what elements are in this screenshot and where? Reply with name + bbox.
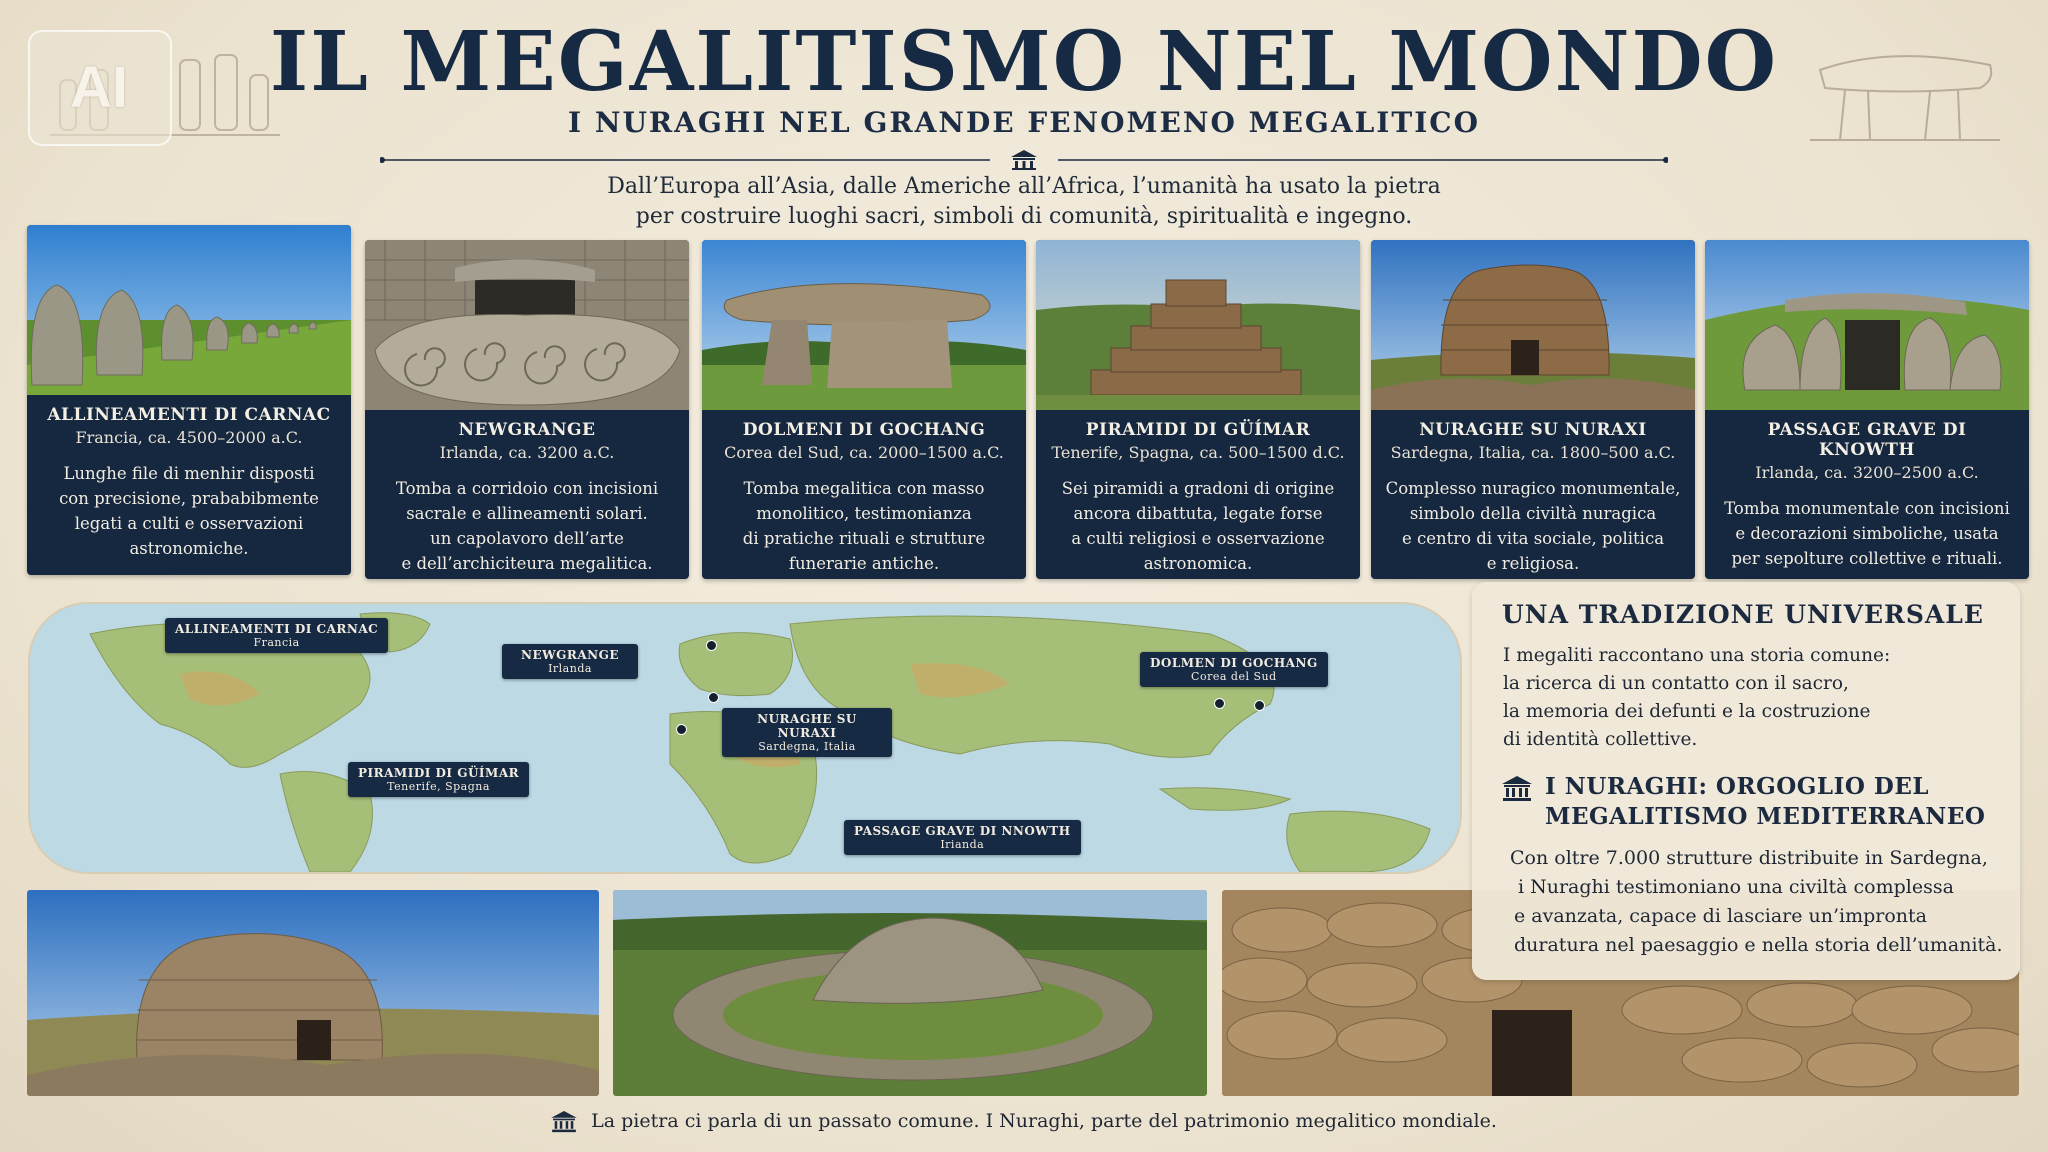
panel-heading-nuraghi: I NURAGHI: ORGOGLIO DEL MEGALITISMO MEDITERRANEO — [1545, 773, 1986, 830]
panel-text-nuraghi: Con oltre 7.000 strutture distribuite in Sardegna, i Nuraghi testimoniano una civiltà complessa e avanzata, capace di lasciare un’impronta duratura nel paesaggio e nella storia dell’umanità. — [1510, 847, 2003, 956]
card-description: Lunghe file di menhir disposti con precisione, prababibmente legati a culti e osservazioni astronomiche. — [59, 464, 319, 558]
newgrange-image — [365, 240, 689, 410]
ai-logo-text: AI — [70, 55, 128, 120]
intro-line-1: Dall’Europa all’Asia, dalle Americhe all’Africa, l’umanità ha usato la pietra — [607, 174, 1441, 199]
gochang-image — [702, 240, 1026, 410]
card-description: Tomba a corridoio con incisioni sacrale e allineamenti solari. un capolavoro dell’arte e dell’archiciteura megalitica. — [395, 479, 659, 573]
intro-line-2: per costruire luoghi sacri, simboli di comunità, spiritualità e ingegno. — [635, 204, 1413, 229]
card-newgrange — [365, 240, 689, 579]
card-title: PIRAMIDI DI GÜÍMAR — [1085, 420, 1311, 440]
card-meta: Sardegna, Italia, ca. 1800–500 a.C. — [1390, 443, 1676, 462]
world-map — [28, 602, 1462, 874]
footer-text: La pietra ci parla di un passato comune. I Nuraghi, parte del patrimonio megalitico mondiale. — [591, 1110, 1497, 1132]
card-meta: Irlanda, ca. 3200–2500 a.C. — [1755, 463, 1979, 482]
card-description: Sei piramidi a gradoni di origine ancora dibattuta, legate forse a culti religiosi e osservazione astronomica. — [1061, 479, 1335, 573]
card-title: NEWGRANGE — [458, 420, 596, 440]
map-pin-su-nuraxi[interactable] — [708, 692, 719, 703]
map-label-su-nuraxi[interactable]: NURAGHE SU NURAXI Sardegna, Italia — [722, 708, 892, 757]
map-label-guimar[interactable]: PIRAMIDI DI GÜÍMAR Tenerife, Spagna — [348, 762, 529, 797]
card-gochang — [702, 240, 1026, 579]
map-label-carnac[interactable]: ALLINEAMENTI DI CARNAC Francia — [165, 618, 388, 653]
card-carnac — [27, 225, 351, 575]
panel-text-universal: I megaliti raccontano una storia comune: la ricerca di un contatto con il sacro, la memoria dei defunti e la costruzione di identità collettive. — [1503, 645, 1891, 750]
card-description: Complesso nuragico monumentale, simbolo della civiltà nuragica e centro di vita sociale, politica e religiosa. — [1385, 479, 1681, 573]
card-description: Tomba monumentale con incisioni e decorazioni simboliche, usata per sepolture collettive e rituali. — [1724, 499, 2010, 568]
page-subtitle: I NURAGHI NEL GRANDE FENOMENO MEGALITICO — [568, 106, 1480, 139]
card-meta: Corea del Sud, ca. 2000–1500 a.C. — [724, 443, 1004, 462]
card-description: Tomba megalitica con masso monolitico, testimonianza di pratiche rituali e strutture funerarie antiche. — [742, 479, 986, 573]
card-title: DOLMENI DI GOCHANG — [742, 420, 986, 440]
page-title: IL MEGALITISMO NEL MONDO — [269, 14, 1779, 110]
card-title: ALLINEAMENTI DI CARNAC — [47, 405, 331, 425]
knowth-image — [1705, 240, 2029, 410]
map-pin-gochang[interactable] — [1214, 698, 1225, 709]
landmark-icon — [1502, 776, 1532, 802]
map-pin-newgrange[interactable] — [706, 640, 717, 651]
title-divider — [380, 150, 1668, 170]
card-knowth — [1705, 240, 2029, 579]
card-su-nuraxi — [1371, 240, 1695, 579]
map-label-knowth[interactable]: PASSAGE GRAVE DI NNOWTH Irianda — [844, 820, 1081, 855]
nuraghe-photo-1 — [27, 890, 599, 1096]
temple-icon — [1011, 150, 1037, 170]
map-pin-guimar[interactable] — [676, 724, 687, 735]
map-label-gochang[interactable]: DOLMEN DI GOCHANG Corea del Sud — [1140, 652, 1328, 687]
nuraghe-photo-2 — [613, 890, 1207, 1096]
card-guimar — [1036, 240, 1360, 579]
card-meta: Francia, ca. 4500–2000 a.C. — [75, 428, 303, 447]
intro-text — [0, 172, 2048, 232]
temple-icon — [551, 1111, 577, 1133]
card-meta: Irlanda, ca. 3200 a.C. — [439, 443, 615, 462]
card-meta: Tenerife, Spagna, ca. 500–1500 d.C. — [1051, 443, 1345, 462]
footer — [0, 1110, 2048, 1133]
map-label-newgrange[interactable]: NEWGRANGE Irlanda — [502, 644, 638, 679]
card-title: NURAGHE SU NURAXI — [1419, 420, 1647, 440]
su-nuraxi-image — [1371, 240, 1695, 410]
guimar-image — [1036, 240, 1360, 410]
card-title: PASSAGE GRAVE DI KNOWTH — [1767, 420, 1967, 460]
map-pin-gochang-2[interactable] — [1254, 700, 1265, 711]
panel-heading-universal: UNA TRADIZIONE UNIVERSALE — [1502, 600, 1984, 629]
carnac-image — [27, 225, 351, 395]
